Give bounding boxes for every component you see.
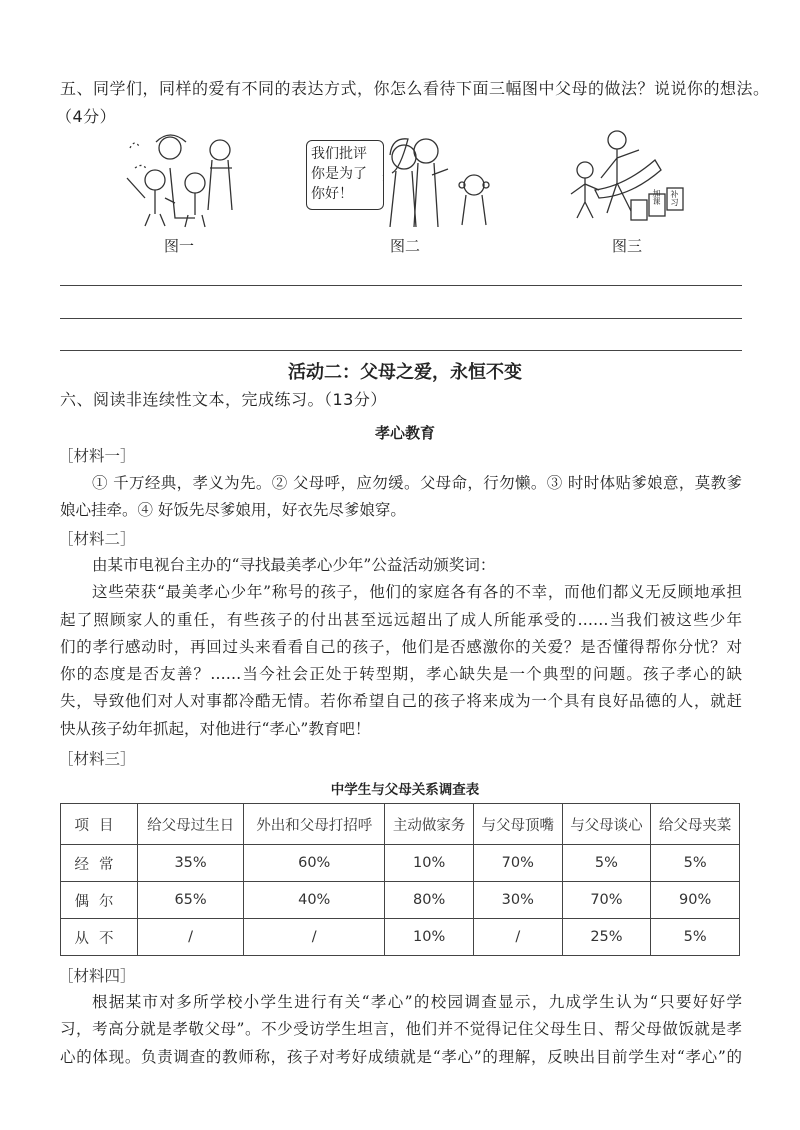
table-cell: /: [473, 919, 562, 956]
table-cell: 5%: [562, 845, 651, 882]
activity-title: 活动二：父母之爱，永恒不变: [288, 362, 522, 383]
table-cell: 10%: [385, 919, 474, 956]
table-cell: 60%: [244, 845, 385, 882]
figure-3-illustration: [565, 128, 695, 227]
text-line: 你的态度是否友善？……当今社会正处于转型期，孝心缺失是一个典型的问题。孩子孝心的缺: [60, 665, 742, 684]
material-4-text: [60, 989, 742, 1071]
text-line: 失，导致他们对人对事都冷酷无情。若你希望自己的孩子将来成为一个具有良好品德的人，就赶: [60, 692, 742, 711]
speech-line: 你是为了: [311, 166, 367, 182]
header-cell: 与父母谈心: [562, 804, 651, 845]
row-label: 从不: [61, 919, 138, 956]
answer-line[interactable]: [60, 350, 742, 351]
table-cell: 35%: [138, 845, 244, 882]
question-5-text: 五、同学们，同样的爱有不同的表达方式，你怎么看待下面三幅图中父母的做法？说说你的想法。: [60, 79, 770, 98]
material-1-label: ［材料一］: [58, 447, 136, 465]
table-title: 中学生与父母关系调查表: [330, 782, 480, 798]
text-line: 们的孝行感动时，再回过头来看看自己的孩子，他们是否感激你的关爱？是否懂得帮你分忧？对: [60, 637, 742, 656]
material-2-label: ［材料二］: [58, 530, 136, 548]
header-cell: 给父母夹菜: [651, 804, 740, 845]
text-line: 快从孩子幼年抓起，对他进行“孝心”教育吧！: [60, 719, 371, 738]
sign-label: 补习: [670, 190, 679, 206]
sign-label: 加课: [652, 189, 661, 205]
table-cell: 70%: [562, 882, 651, 919]
header-cell: 外出和父母打招呼: [244, 804, 385, 845]
figure-1-caption: 图一: [164, 237, 195, 255]
text-line: 习，考高分就是孝敬父母”。不少受访学生坦言，他们并不觉得记住父母生日、帮父母做饭就是孝: [60, 1020, 742, 1039]
text-line: 根据某市对多所学校小学生进行有关“孝心”的校园调查显示，九成学生认为“只要好好学: [92, 993, 742, 1011]
speech-line: 我们批评: [311, 146, 367, 162]
header-cell: 项目: [61, 804, 138, 845]
table-row: [61, 845, 740, 882]
table-row: [61, 882, 740, 919]
figure-1-illustration: [120, 128, 250, 232]
table-header-row: [61, 804, 740, 845]
table-cell: 30%: [473, 882, 562, 919]
header-cell: 给父母过生日: [138, 804, 244, 845]
material-1-text: [60, 470, 742, 525]
material-2-text: [60, 552, 742, 743]
table-cell: 65%: [138, 882, 244, 919]
figure-2-illustration: [382, 135, 492, 231]
question-5-score: （4分）: [56, 107, 117, 126]
table-cell: 25%: [562, 919, 651, 956]
text-line: ① 千万经典，孝义为先。② 父母呼，应勿缓。父母命，行勿懒。③ 时时体贴爹娘意，莫教爹: [92, 474, 742, 492]
question-6-text: 六、阅读非连续性文本，完成练习。（13分）: [60, 390, 387, 409]
table-cell: 40%: [244, 882, 385, 919]
material-3-label: ［材料三］: [58, 750, 136, 768]
row-label: 经常: [61, 845, 138, 882]
speech-bubble: [306, 140, 384, 210]
section-title: 孝心教育: [374, 424, 435, 442]
survey-table: [60, 803, 740, 956]
material-4-label: ［材料四］: [58, 967, 136, 985]
table-cell: 5%: [651, 919, 740, 956]
header-cell: 主动做家务: [385, 804, 474, 845]
table-cell: /: [138, 919, 244, 956]
header-cell: 与父母顶嘴: [473, 804, 562, 845]
table-cell: 5%: [651, 845, 740, 882]
table-cell: 80%: [385, 882, 474, 919]
text-line: 娘心挂牵。④ 好饭先尽爹娘用，好衣先尽爹娘穿。: [60, 501, 406, 520]
speech-line: 你好！: [311, 186, 353, 202]
table-cell: 10%: [385, 845, 474, 882]
answer-line[interactable]: [60, 318, 742, 319]
row-label: 偶尔: [61, 882, 138, 919]
text-line: 由某市电视台主办的“寻找最美孝心少年”公益活动颁奖词：: [92, 556, 496, 574]
table-cell: /: [244, 919, 385, 956]
table-row: [61, 919, 740, 956]
text-line: 这些荣获“最美孝心少年”称号的孩子，他们的家庭各有各的不幸，而他们都义无反顾地承担: [92, 583, 742, 602]
answer-line[interactable]: [60, 285, 742, 286]
table-cell: 90%: [651, 882, 740, 919]
table-cell: 70%: [473, 845, 562, 882]
text-line: 起了照顾家人的重任，有些孩子的付出甚至远远超出了成人所能承受的……当我们被这些少年: [60, 610, 742, 629]
text-line: 心的体现。负责调查的教师称，孩子对考好成绩就是“孝心”的理解，反映出目前学生对“孝心”的: [60, 1047, 742, 1066]
figure-3-caption: 图三: [612, 237, 643, 255]
figure-2-caption: 图二: [390, 237, 421, 255]
